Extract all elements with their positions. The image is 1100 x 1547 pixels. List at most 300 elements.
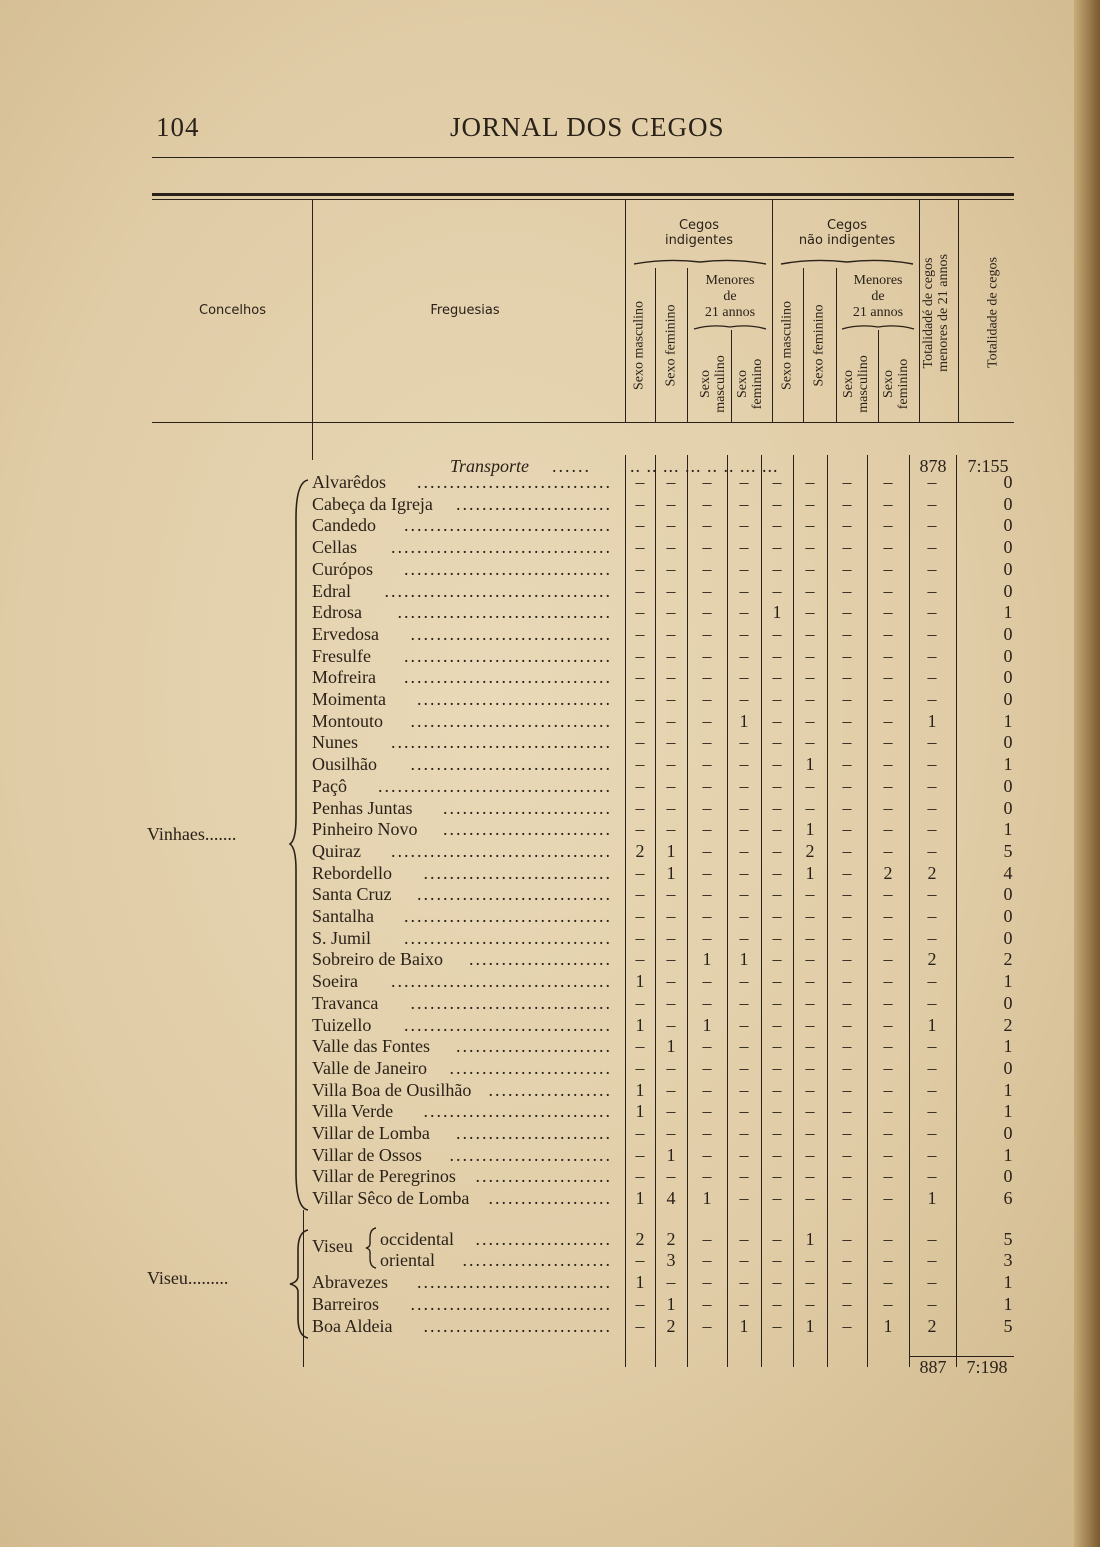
table-row <box>0 731 1100 753</box>
table-cell: – <box>635 1036 645 1057</box>
table-cell: – <box>842 992 852 1013</box>
table-cell: – <box>772 840 782 861</box>
table-row <box>0 536 1100 558</box>
table-cell: – <box>666 537 676 558</box>
table-cell: – <box>666 667 676 688</box>
table-cell: – <box>739 927 749 948</box>
table-cell: – <box>927 1036 937 1057</box>
table-cell: – <box>842 1123 852 1143</box>
table-cell: – <box>772 1229 782 1249</box>
freguesia-name: Pinheiro Novo <box>312 819 418 840</box>
table-cell: – <box>635 884 645 905</box>
table-cell: – <box>842 949 852 970</box>
table-cell: 0 <box>1003 472 1013 492</box>
table-cell: – <box>805 537 815 558</box>
table-cell: – <box>805 884 815 905</box>
table-row <box>0 1144 1100 1166</box>
table-cell: – <box>883 1294 893 1314</box>
table-cell: – <box>666 1101 676 1122</box>
table-cell: – <box>739 1036 749 1057</box>
table-cell: – <box>739 1101 749 1122</box>
table-cell: – <box>842 754 852 775</box>
leader-dots: .......................... <box>443 819 612 840</box>
table-cell: 0 <box>1003 689 1013 709</box>
freguesia-name: Santalha <box>312 906 374 926</box>
header-totalidade-menores: Totalidadé de cegos menores de 21 annos <box>921 254 951 372</box>
leader-dots: ............................. <box>423 1316 612 1336</box>
table-cell: – <box>883 667 893 688</box>
table-cell: 2 <box>635 1229 645 1249</box>
table-cell: – <box>883 840 893 861</box>
table-cell: – <box>842 1101 852 1122</box>
table-cell: 1 <box>1003 1101 1013 1122</box>
table-cell: – <box>635 862 645 883</box>
freguesia-name: S. Jumil <box>312 927 372 948</box>
table-cell: – <box>805 1188 815 1209</box>
transporte-label: Transporte <box>450 456 530 476</box>
table-cell: – <box>739 992 749 1013</box>
leader-dots: .................................. <box>391 971 612 992</box>
table-cell: 1 <box>1003 971 1013 992</box>
table-cell: – <box>842 971 852 992</box>
table-cell: – <box>702 732 712 753</box>
table-cell: – <box>883 1123 893 1143</box>
freguesia-name: Moimenta <box>312 689 386 709</box>
table-cell: – <box>666 1166 676 1187</box>
table-cell: – <box>635 1250 645 1270</box>
table-cell: – <box>666 558 676 579</box>
table-cell: – <box>805 927 815 948</box>
transporte-total: 7:155 <box>967 456 1009 476</box>
leader-dots: ........................ <box>456 493 612 514</box>
table-cell: – <box>772 1250 782 1270</box>
table-cell: – <box>739 1123 749 1143</box>
table-cell: – <box>635 602 645 623</box>
col-divider <box>878 330 879 422</box>
freguesia-name: oriental <box>380 1250 435 1270</box>
table-cell: – <box>702 992 712 1013</box>
table-cell: – <box>772 1014 782 1035</box>
table-cell: 2 <box>635 840 645 861</box>
table-cell: – <box>805 710 815 731</box>
table-cell: 1 <box>927 1014 937 1035</box>
header-menores-1: Menores de 21 annos <box>704 273 756 320</box>
table-row <box>0 514 1100 536</box>
table-cell: 2 <box>927 862 937 883</box>
table-cell: – <box>702 689 712 709</box>
table-cell: – <box>805 645 815 666</box>
header-sexo-masc-menores-1: Sexo masculino <box>698 355 728 413</box>
table-cell: – <box>772 884 782 905</box>
leader-dots: .............................. <box>417 884 612 905</box>
freguesia-name: Penhas Juntas <box>312 797 413 818</box>
table-cell: – <box>772 515 782 536</box>
table-row <box>0 948 1100 970</box>
table-cell: – <box>772 493 782 514</box>
table-cell: – <box>666 971 676 992</box>
table-cell: – <box>883 992 893 1013</box>
col-divider <box>312 200 313 460</box>
table-cell: – <box>635 949 645 970</box>
table-cell: – <box>842 558 852 579</box>
table-cell: – <box>805 580 815 601</box>
table-cell: – <box>666 515 676 536</box>
leader-dots: ................................. <box>397 602 612 623</box>
leader-dots: ................... <box>488 1188 612 1209</box>
table-cell: – <box>927 472 937 492</box>
freguesia-name: Ousilhão <box>312 754 377 775</box>
table-cell: – <box>635 515 645 536</box>
table-cell: – <box>772 623 782 644</box>
table-row <box>0 1122 1100 1144</box>
table-cell: – <box>883 1101 893 1122</box>
table-cell: – <box>842 862 852 883</box>
table-cell: – <box>883 602 893 623</box>
table-cell: – <box>927 884 937 905</box>
table-cell: – <box>666 472 676 492</box>
header-rule <box>152 157 1014 158</box>
leader-dots: ................................ <box>404 558 612 579</box>
table-cell: – <box>772 992 782 1013</box>
table-cell: – <box>883 949 893 970</box>
table-cell: 2 <box>927 1316 937 1336</box>
leader-dots: .............................. <box>417 1272 612 1292</box>
table-cell: – <box>883 537 893 558</box>
concelho-vinhaes: Vinhaes....... <box>147 824 237 844</box>
freguesia-name: Candedo <box>312 515 376 536</box>
table-cell: – <box>927 992 937 1013</box>
table-cell: – <box>842 1188 852 1209</box>
table-cell: – <box>666 602 676 623</box>
freguesia-name: Boa Aldeia <box>312 1316 393 1336</box>
table-cell: – <box>842 1057 852 1078</box>
table-cell: – <box>635 645 645 666</box>
table-cell: – <box>805 1250 815 1270</box>
table-cell: – <box>927 493 937 514</box>
table-cell: 0 <box>1003 1166 1013 1187</box>
table-row <box>0 1271 1100 1293</box>
table-cell: – <box>883 819 893 840</box>
freguesia-name: Abravezes <box>312 1272 388 1292</box>
table-cell: – <box>805 558 815 579</box>
table-cell: – <box>666 949 676 970</box>
table-cell: – <box>883 710 893 731</box>
table-cell: 1 <box>635 1079 645 1100</box>
table-cell: – <box>635 493 645 514</box>
table-cell: – <box>772 1188 782 1209</box>
table-cell: – <box>739 732 749 753</box>
table-cell: 1 <box>805 754 815 775</box>
table-cell: – <box>772 971 782 992</box>
table-cell: 1 <box>666 840 676 861</box>
table-cell: – <box>772 472 782 492</box>
table-cell: – <box>666 884 676 905</box>
table-cell: – <box>702 819 712 840</box>
table-row <box>0 905 1100 927</box>
table-cell: 1 <box>805 819 815 840</box>
table-cell: – <box>739 1250 749 1270</box>
table-cell: – <box>635 797 645 818</box>
table-cell: – <box>805 1123 815 1143</box>
table-cell: – <box>883 927 893 948</box>
transporte-dots-cells: .. .. ... ... .. .. ... ... <box>630 456 779 476</box>
table-row <box>0 883 1100 905</box>
table-cell: 1 <box>1003 819 1013 840</box>
table-cell: – <box>739 971 749 992</box>
freguesia-name: Travanca <box>312 992 379 1013</box>
table-cell: – <box>842 775 852 796</box>
table-cell: 1 <box>805 1316 815 1336</box>
table-cell: 2 <box>666 1229 676 1249</box>
freguesia-name: Cellas <box>312 537 357 558</box>
leader-dots: .................................. <box>391 732 612 753</box>
table-cell: – <box>739 602 749 623</box>
table-cell: – <box>666 1057 676 1078</box>
table-cell: – <box>666 927 676 948</box>
menores-brace-2 <box>840 322 916 332</box>
table-cell: – <box>927 515 937 536</box>
table-cell: – <box>739 472 749 492</box>
table-cell: – <box>842 493 852 514</box>
header-sexo-feminino-1: Sexo feminino <box>663 304 679 387</box>
table-cell: 0 <box>1003 1057 1013 1078</box>
table-cell: 1 <box>666 1144 676 1165</box>
table-cell: – <box>842 1229 852 1249</box>
table-cell: – <box>666 1123 676 1143</box>
table-cell: – <box>883 732 893 753</box>
table-row <box>0 970 1100 992</box>
freguesia-name: Montouto <box>312 710 384 731</box>
table-cell: 1 <box>635 1014 645 1035</box>
table-cell: – <box>739 623 749 644</box>
table-cell: – <box>805 1014 815 1035</box>
freguesia-name: Tuizello <box>312 1014 372 1035</box>
table-cell: 1 <box>666 1036 676 1057</box>
table-cell: – <box>739 840 749 861</box>
header-sexo-fem-menores-1: Sexo feminino <box>735 358 765 410</box>
journal-title: JORNAL DOS CEGOS <box>450 112 725 142</box>
leader-dots: .............................. <box>417 689 612 709</box>
table-row <box>0 1079 1100 1101</box>
table-cell: – <box>842 1144 852 1165</box>
table-cell: – <box>739 537 749 558</box>
table-cell: – <box>772 775 782 796</box>
table-cell: – <box>635 1144 645 1165</box>
table-cell: – <box>702 1144 712 1165</box>
table-row <box>0 710 1100 732</box>
table-cell: – <box>702 537 712 558</box>
table-cell: 4 <box>1003 862 1013 883</box>
leader-dots: .................................. <box>391 840 612 861</box>
table-cell: – <box>772 797 782 818</box>
table-cell: – <box>739 645 749 666</box>
table-cell: – <box>702 775 712 796</box>
col-divider <box>687 268 688 422</box>
leader-dots: .................................. <box>391 537 612 558</box>
table-cell: – <box>772 732 782 753</box>
table-cell: – <box>883 1036 893 1057</box>
table-cell: – <box>772 537 782 558</box>
table-cell: 0 <box>1003 515 1013 536</box>
table-row <box>0 645 1100 667</box>
table-row <box>0 471 1100 493</box>
freguesia-name: Curópos <box>312 558 374 579</box>
table-cell: – <box>702 1079 712 1100</box>
leader-dots: ........................ <box>456 1123 612 1143</box>
freguesia-name: Mofreira <box>312 667 376 688</box>
table-cell: – <box>772 949 782 970</box>
table-cell: – <box>635 667 645 688</box>
table-cell: – <box>927 797 937 818</box>
table-cell: 1 <box>1003 710 1013 731</box>
table-cell: – <box>666 710 676 731</box>
table-cell: – <box>772 1101 782 1122</box>
total-geral: 7:198 <box>966 1357 1008 1377</box>
leader-dots: ................................ <box>404 927 612 948</box>
table-row <box>0 1057 1100 1079</box>
freguesia-name: Villa Boa de Ousilhão <box>312 1079 472 1100</box>
table-cell: – <box>927 689 937 709</box>
table-cell: 2 <box>1003 949 1013 970</box>
freguesia-name: Alvarêdos <box>312 472 386 492</box>
leader-dots: ............................... <box>410 754 612 775</box>
freguesia-name: Santa Cruz <box>312 884 392 905</box>
table-cell: – <box>772 667 782 688</box>
freguesia-name: Valle de Janeiro <box>312 1057 427 1078</box>
table-cell: – <box>883 1250 893 1270</box>
leader-dots: ..................... <box>475 1166 612 1187</box>
transporte-menores-total: 878 <box>919 456 947 476</box>
table-cell: – <box>927 623 937 644</box>
table-cell: – <box>702 971 712 992</box>
table-cell: – <box>702 797 712 818</box>
table-cell: – <box>927 1294 937 1314</box>
table-cell: – <box>702 1057 712 1078</box>
leader-dots: ............................... <box>410 623 612 644</box>
table-cell: – <box>635 537 645 558</box>
table-cell: – <box>883 1272 893 1292</box>
table-cell: – <box>739 775 749 796</box>
table-cell: – <box>772 1166 782 1187</box>
table-row <box>0 797 1100 819</box>
table-cell: – <box>635 732 645 753</box>
table-cell: – <box>702 884 712 905</box>
leader-dots: ......................... <box>449 1144 612 1165</box>
table-cell: – <box>739 580 749 601</box>
table-cell: – <box>883 1057 893 1078</box>
viseu-sub-label: Viseu <box>312 1236 353 1256</box>
table-cell: – <box>739 862 749 883</box>
header-concelhos: Concelhos <box>199 303 266 318</box>
table-cell: 1 <box>635 1272 645 1292</box>
table-cell: – <box>772 1036 782 1057</box>
table-cell: – <box>739 515 749 536</box>
table-cell: – <box>805 1166 815 1187</box>
table-cell: – <box>842 515 852 536</box>
table-cell: – <box>666 689 676 709</box>
header-sexo-masculino-1: Sexo masculino <box>631 300 647 391</box>
table-cell: – <box>635 992 645 1013</box>
table-cell: – <box>666 580 676 601</box>
table-cell: – <box>805 623 815 644</box>
table-row <box>0 601 1100 623</box>
table-cell: – <box>842 732 852 753</box>
table-cell: 1 <box>1003 1036 1013 1057</box>
table-cell: – <box>842 884 852 905</box>
freguesia-name: Sobreiro de Baixo <box>312 949 443 970</box>
table-cell: 1 <box>739 949 749 970</box>
table-cell: 0 <box>1003 797 1013 818</box>
leader-dots: ............................... <box>410 992 612 1013</box>
header-cegos-nao-indigentes: Cegos não indigentes <box>798 218 896 248</box>
col-divider <box>655 268 656 422</box>
table-cell: – <box>842 1036 852 1057</box>
leader-dots: ........................ <box>456 1036 612 1057</box>
table-cell: – <box>702 580 712 601</box>
table-row <box>0 666 1100 688</box>
table-cell: – <box>842 1250 852 1270</box>
menores-brace-1 <box>692 322 768 332</box>
table-cell: 5 <box>1003 1229 1013 1249</box>
table-cell: – <box>635 689 645 709</box>
table-row <box>0 493 1100 515</box>
table-cell: – <box>842 1316 852 1336</box>
freguesia-name: occidental <box>380 1229 454 1249</box>
table-cell: – <box>666 1079 676 1100</box>
table-cell: – <box>927 1123 937 1143</box>
table-cell: – <box>635 1166 645 1187</box>
table-cell: – <box>805 949 815 970</box>
table-cell: – <box>883 884 893 905</box>
table-cell: – <box>842 1294 852 1314</box>
table-cell: 0 <box>1003 537 1013 558</box>
leader-dots: .................................... <box>378 775 612 796</box>
table-row <box>0 840 1100 862</box>
table-cell: – <box>805 732 815 753</box>
table-cell: 1 <box>1003 754 1013 775</box>
table-cell: – <box>666 732 676 753</box>
col-divider <box>731 330 732 422</box>
table-cell: – <box>739 884 749 905</box>
table-cell: – <box>702 1316 712 1336</box>
table-cell: – <box>842 1272 852 1292</box>
table-cell: – <box>927 1057 937 1078</box>
table-cell: – <box>666 754 676 775</box>
freguesia-name: Cabeça da Igreja <box>312 493 433 514</box>
table-cell: 2 <box>883 862 893 883</box>
table-cell: 0 <box>1003 775 1013 796</box>
table-cell: – <box>666 775 676 796</box>
table-cell: – <box>805 689 815 709</box>
table-cell: – <box>739 667 749 688</box>
table-cell: 1 <box>1003 1294 1013 1314</box>
header-cegos-indigentes: Cegos indigentes <box>664 218 734 248</box>
table-cell: 1 <box>1003 1144 1013 1165</box>
table-cell: – <box>739 558 749 579</box>
table-cell: – <box>772 906 782 926</box>
table-cell: – <box>927 558 937 579</box>
table-cell: – <box>635 580 645 601</box>
table-cell: – <box>883 558 893 579</box>
table-cell: – <box>883 906 893 926</box>
table-cell: 1 <box>635 1101 645 1122</box>
table-cell: – <box>842 537 852 558</box>
table-cell: – <box>739 1272 749 1292</box>
table-cell: 1 <box>666 1294 676 1314</box>
table-row <box>0 1035 1100 1057</box>
table-cell: – <box>772 754 782 775</box>
freguesia-name: Paçô <box>312 775 347 796</box>
